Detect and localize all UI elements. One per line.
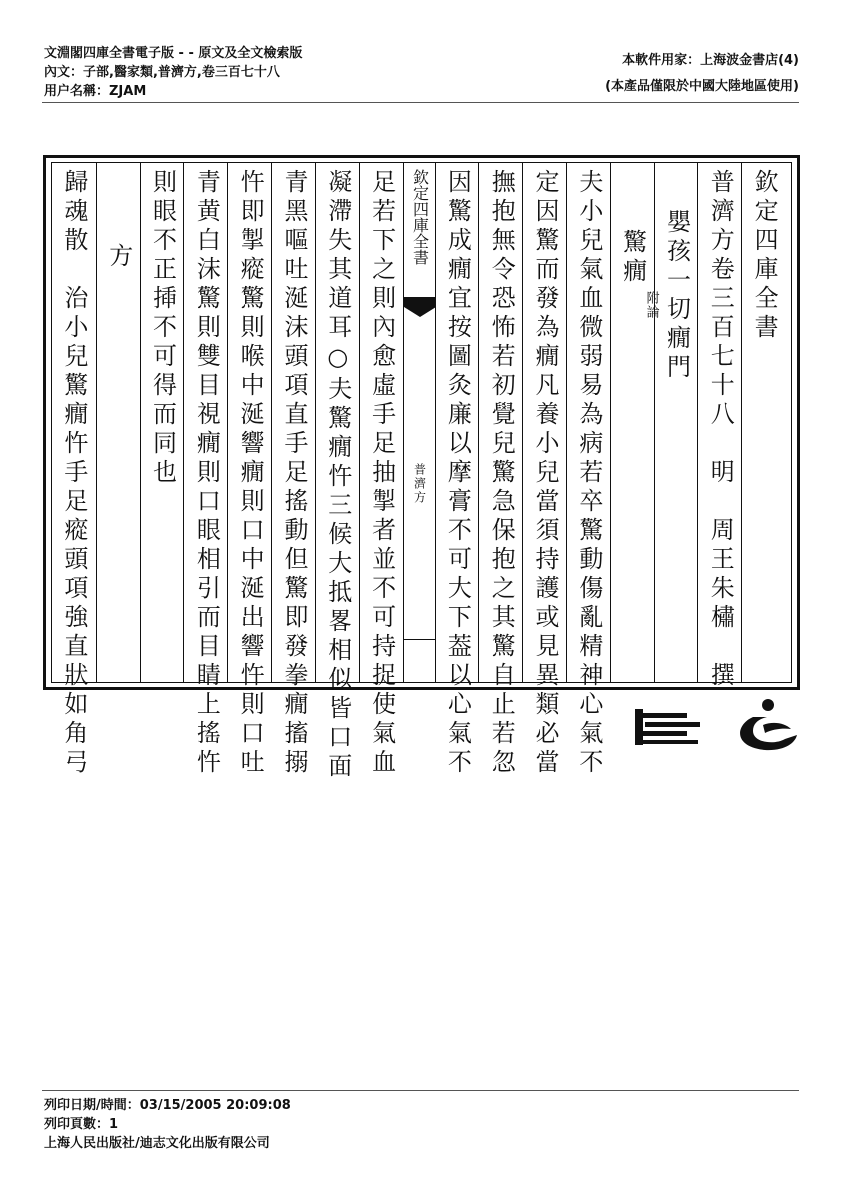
column-text: 撫抱無令恐怖若初覺兒驚急保抱之其驚自止若忽 [487, 169, 516, 778]
column-text: 夫小兒氣血微弱易為病若卒驚動傷亂精神心氣不 [574, 169, 603, 778]
text-column [359, 163, 404, 778]
text-column [654, 163, 699, 682]
center-column [403, 163, 436, 682]
text-column [566, 163, 611, 778]
column-text: 因驚成癇宜按圖灸廉以摩膏不可大下葢以心氣不 [443, 169, 472, 778]
text-columns [51, 162, 792, 782]
column-text: 凝滯失其道耳○夫驚癇忤三候大抵畧相似皆口面 [323, 169, 352, 782]
column-text: 忤即掣瘲驚則喉中涎響癇則口中涎出響忤則口吐 [236, 169, 265, 778]
column-text: 驚癇 [618, 229, 647, 287]
header-left [44, 44, 464, 101]
header-line-edition: 文淵閣四庫全書電子版 - - 原文及全文檢索版 [44, 46, 303, 61]
header-line-user: 用户名稱：ZJAM [44, 84, 147, 99]
column-text: 青黑嘔吐涎沫頭項直手足搖動但驚即發拳癇搐搦 [279, 169, 308, 778]
text-column [610, 163, 659, 682]
header-divider [42, 102, 799, 103]
center-column-title: 欽定四庫全書 [410, 169, 430, 265]
center-rule [404, 639, 436, 640]
column-text: 普濟方卷三百七十八 明 周王朱橚 撰 [706, 169, 735, 691]
column-text: 定因驚而發為癇凡養小兒當須持護或見異類必當 [531, 169, 560, 778]
column-text: 歸魂散 治小兒驚癇忤手足瘲頭項強直狀如角弓 [59, 169, 88, 778]
text-column [52, 163, 96, 778]
text-column [697, 163, 742, 691]
header-line-content: 內文：子部,醫家類,普濟方,卷三百七十八 [44, 65, 280, 80]
header-region-note: (本產品僅限於中國大陸地區使用) [605, 79, 799, 94]
column-text: 方 [104, 243, 133, 272]
column-text: 則眼不正揷不可得而同也 [148, 169, 177, 488]
center-column-book-title: 普濟方 [412, 463, 427, 505]
footer-print-time: 列印日期/時間：03/15/2005 20:09:08 [44, 1098, 291, 1113]
column-text: 嬰孩一切癇門 [662, 209, 691, 383]
column-text: 青黄白沫驚則雙目視癇則口眼相引而目睛上搖忤 [192, 169, 221, 778]
text-column [140, 163, 185, 682]
column-text: 足若下之則內愈虛手足抽掣者並不可持捉使氣血 [367, 169, 396, 778]
fishtail-mark-icon [404, 297, 436, 319]
center-rule [404, 297, 436, 298]
footer-page-count: 列印頁數：1 [44, 1117, 119, 1132]
column-text: 欽定四庫全書 [750, 169, 779, 343]
text-column [478, 163, 523, 778]
footer-divider [42, 1090, 799, 1091]
header-licensee: 本軟件用家：上海波金書店(4) [622, 53, 799, 68]
text-column [315, 163, 360, 782]
header-right [499, 48, 799, 100]
text-column [96, 163, 141, 682]
text-column [227, 163, 272, 778]
text-column [271, 163, 316, 778]
text-column [741, 163, 786, 682]
text-column [522, 163, 567, 778]
page-frame [43, 155, 800, 782]
text-column [435, 163, 480, 778]
footer-publisher: 上海人民出版社/迪志文化出版有限公司 [44, 1136, 270, 1151]
text-column [183, 163, 228, 778]
diezhi-logo [635, 695, 800, 755]
footer [44, 1096, 291, 1153]
column-note: 附論 [643, 291, 659, 319]
